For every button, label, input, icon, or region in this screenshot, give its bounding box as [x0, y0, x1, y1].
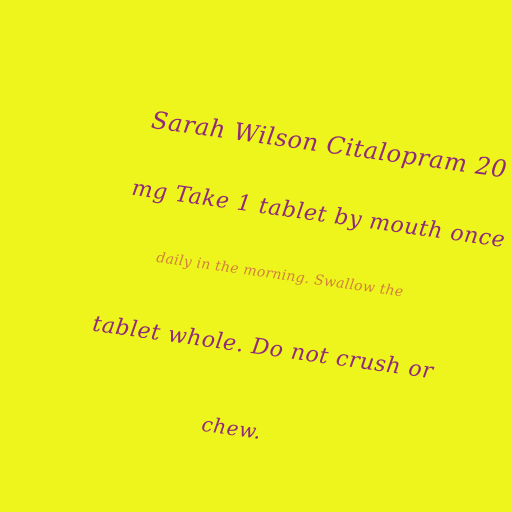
prescription-line-3: daily in the morning. Swallow the	[155, 249, 405, 301]
prescription-line-1: Sarah Wilson Citalopram 20	[149, 105, 509, 184]
prescription-line-4: tablet whole. Do not crush or	[90, 311, 436, 385]
prescription-line-2: mg Take 1 tablet by mouth once	[130, 175, 507, 254]
prescription-line-5: chew.	[200, 411, 263, 444]
handwritten-prescription-text	[57, 93, 509, 502]
